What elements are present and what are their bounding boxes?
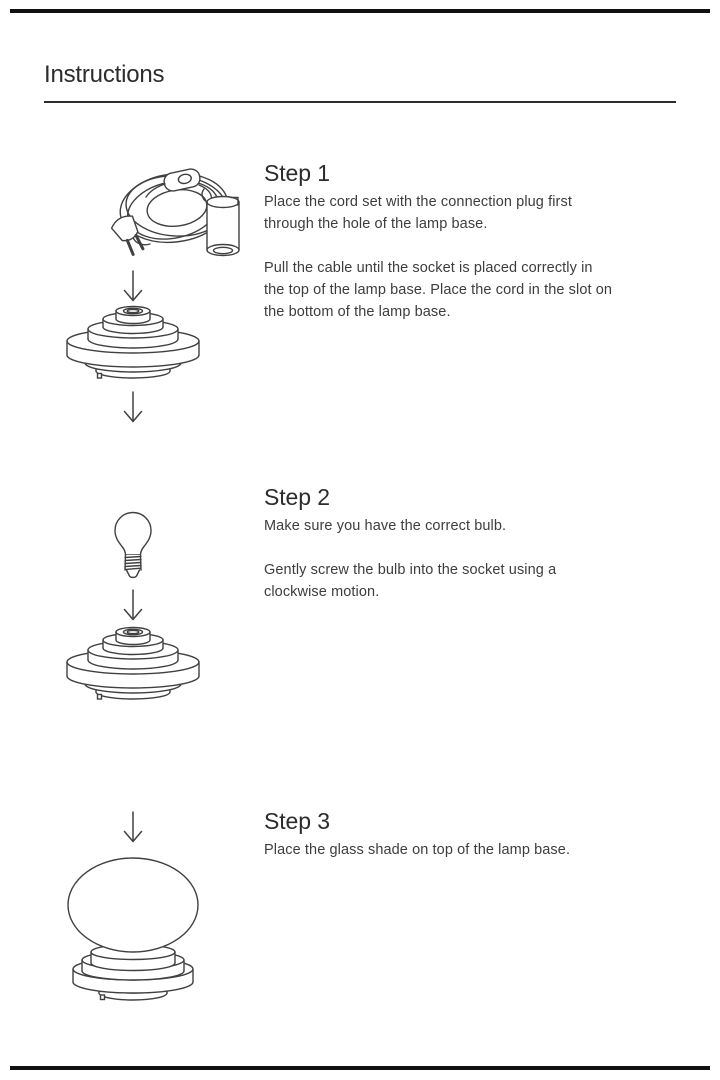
page-title: Instructions [44,61,165,88]
step-1-heading: Step 1 [264,160,330,186]
step-3-heading: Step 3 [264,808,330,834]
light-bulb-illustration [111,511,155,581]
step-2-paragraph-2: Gently screw the bulb into the socket using a clockwise motion. [264,562,557,600]
cord-set-illustration [98,156,248,268]
down-arrow-icon [121,811,145,843]
step-2-paragraph-1: Make sure you have the correct bulb. [264,518,507,534]
lamp-base-illustration [63,305,203,385]
step-2-text [264,484,684,625]
step-3-text [264,808,684,883]
title-divider [44,101,676,103]
down-arrow-icon [121,391,145,423]
lamp-base-illustration [63,626,203,706]
top-edge-rule [10,9,710,13]
step-2-heading: Step 2 [264,484,330,510]
down-arrow-icon [121,589,145,621]
step-3-paragraph-1: Place the glass shade on top of the lamp base. [264,842,571,858]
bottom-edge-rule [10,1066,710,1070]
down-arrow-icon [121,270,145,302]
step-1-text [264,160,684,345]
step-1-paragraph-2: Pull the cable until the socket is placed correctly in the top of the lamp base. Place the cord in the slot on the bottom of the lamp base. [264,260,613,320]
glass-shade-on-lamp-base-illustration [59,853,207,1007]
step-1-paragraph-1: Place the cord set with the connection plug first through the hole of the lamp base. [264,194,572,232]
